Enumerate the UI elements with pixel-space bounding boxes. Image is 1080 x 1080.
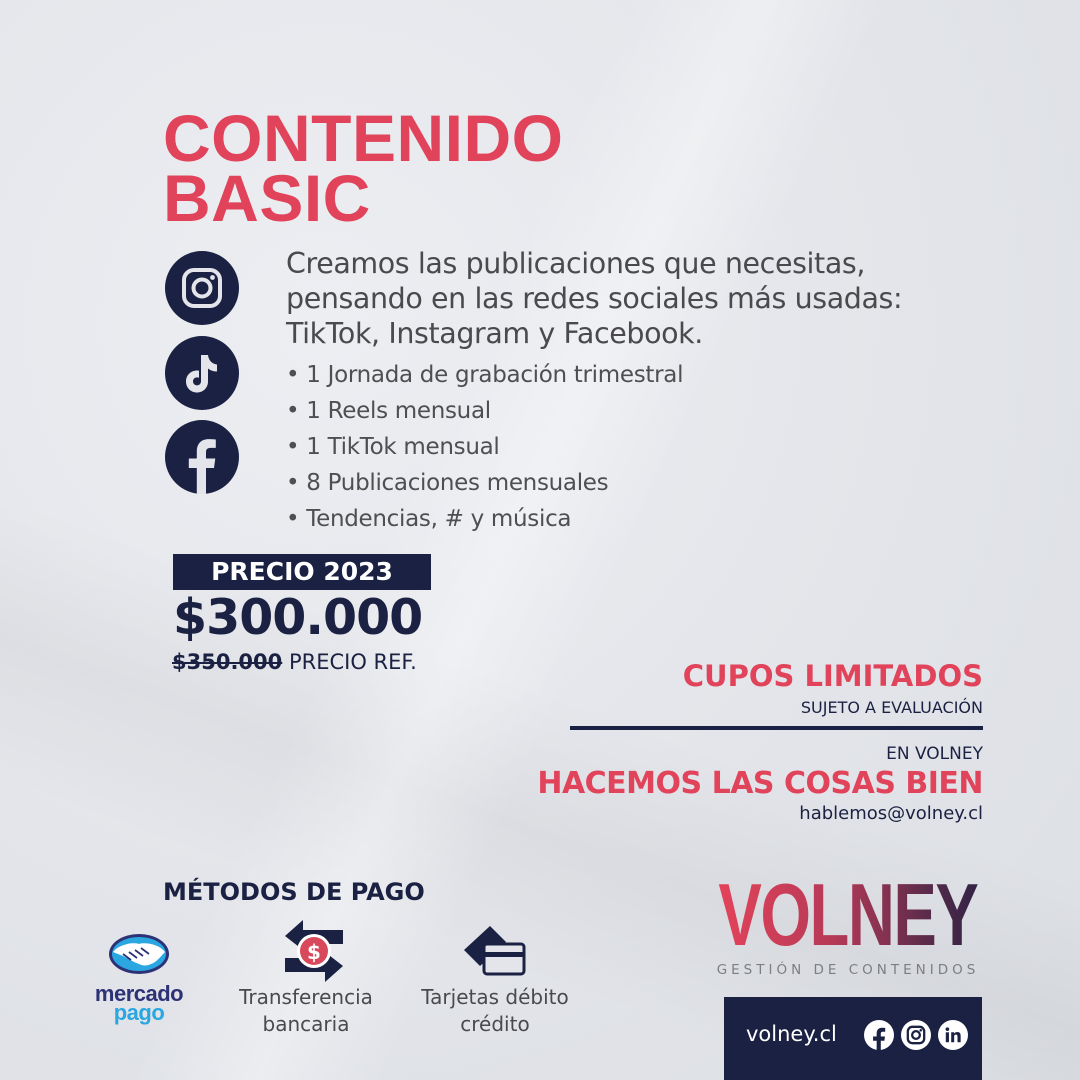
mercado-pago-logo xyxy=(93,932,185,1025)
old-price: $350.000 xyxy=(172,650,283,674)
mercado-text: mercado xyxy=(94,981,184,1006)
description-line-2: pensando en las redes sociales más usadas: xyxy=(286,282,903,315)
facebook-icon[interactable] xyxy=(864,1020,894,1050)
website-link[interactable]: volney.cl xyxy=(746,1022,837,1046)
volney-logo: VOLNEY xyxy=(708,872,988,958)
cards-label xyxy=(406,984,584,1038)
tiktok-icon xyxy=(165,336,239,410)
feature-item: • Tendencias, # y música xyxy=(286,501,683,537)
pago-text: pago xyxy=(113,1000,165,1025)
tagline: HACEMOS LAS COSAS BIEN xyxy=(537,766,983,801)
reference-price xyxy=(172,648,417,676)
linkedin-icon[interactable] xyxy=(938,1020,968,1050)
divider xyxy=(570,726,983,730)
bank-transfer-label xyxy=(227,984,385,1038)
brand-subtitle: GESTIÓN DE CONTENIDOS xyxy=(716,962,980,978)
feature-item: • 1 TikTok mensual xyxy=(286,429,683,465)
feature-item: • 1 Jornada de grabación trimestral xyxy=(286,357,683,393)
feature-item: • 1 Reels mensual xyxy=(286,393,683,429)
subject-to-evaluation: SUJETO A EVALUACIÓN xyxy=(800,698,983,717)
bank-transfer-icon xyxy=(283,918,345,988)
description-line-3: TikTok, Instagram y Facebook. xyxy=(286,317,703,350)
bank-transfer-label-line-2: bancaria xyxy=(262,1012,350,1036)
handshake-icon xyxy=(93,932,185,978)
current-price: $300.000 xyxy=(173,589,423,646)
limited-spots-headline: CUPOS LIMITADOS xyxy=(682,659,983,693)
feature-item: • 8 Publicaciones mensuales xyxy=(286,465,683,501)
facebook-icon xyxy=(165,420,239,494)
instagram-icon[interactable] xyxy=(901,1020,931,1050)
title-line-2: BASIC xyxy=(163,161,371,235)
cards-label-line-2: crédito xyxy=(460,1012,530,1036)
cards-label-line-1: Tarjetas débito xyxy=(421,985,569,1009)
instagram-icon xyxy=(165,251,239,325)
description-line-1: Creamos las publicaciones que necesitas, xyxy=(286,247,865,280)
pre-tagline: EN VOLNEY xyxy=(886,744,983,764)
title-line-1: CONTENIDO xyxy=(163,101,564,175)
bank-transfer-label-line-1: Transferencia xyxy=(239,985,373,1009)
reference-label: PRECIO REF. xyxy=(282,650,417,674)
credit-card-icon xyxy=(462,924,528,984)
price-year-badge: PRECIO 2023 xyxy=(173,554,431,590)
svg-text:$: $ xyxy=(307,940,321,964)
description xyxy=(286,246,1006,351)
contact-email[interactable]: hablemos@volney.cl xyxy=(799,803,983,824)
features-list xyxy=(286,357,683,537)
payment-methods-title: MÉTODOS DE PAGO xyxy=(163,878,425,906)
page-title xyxy=(163,101,564,235)
